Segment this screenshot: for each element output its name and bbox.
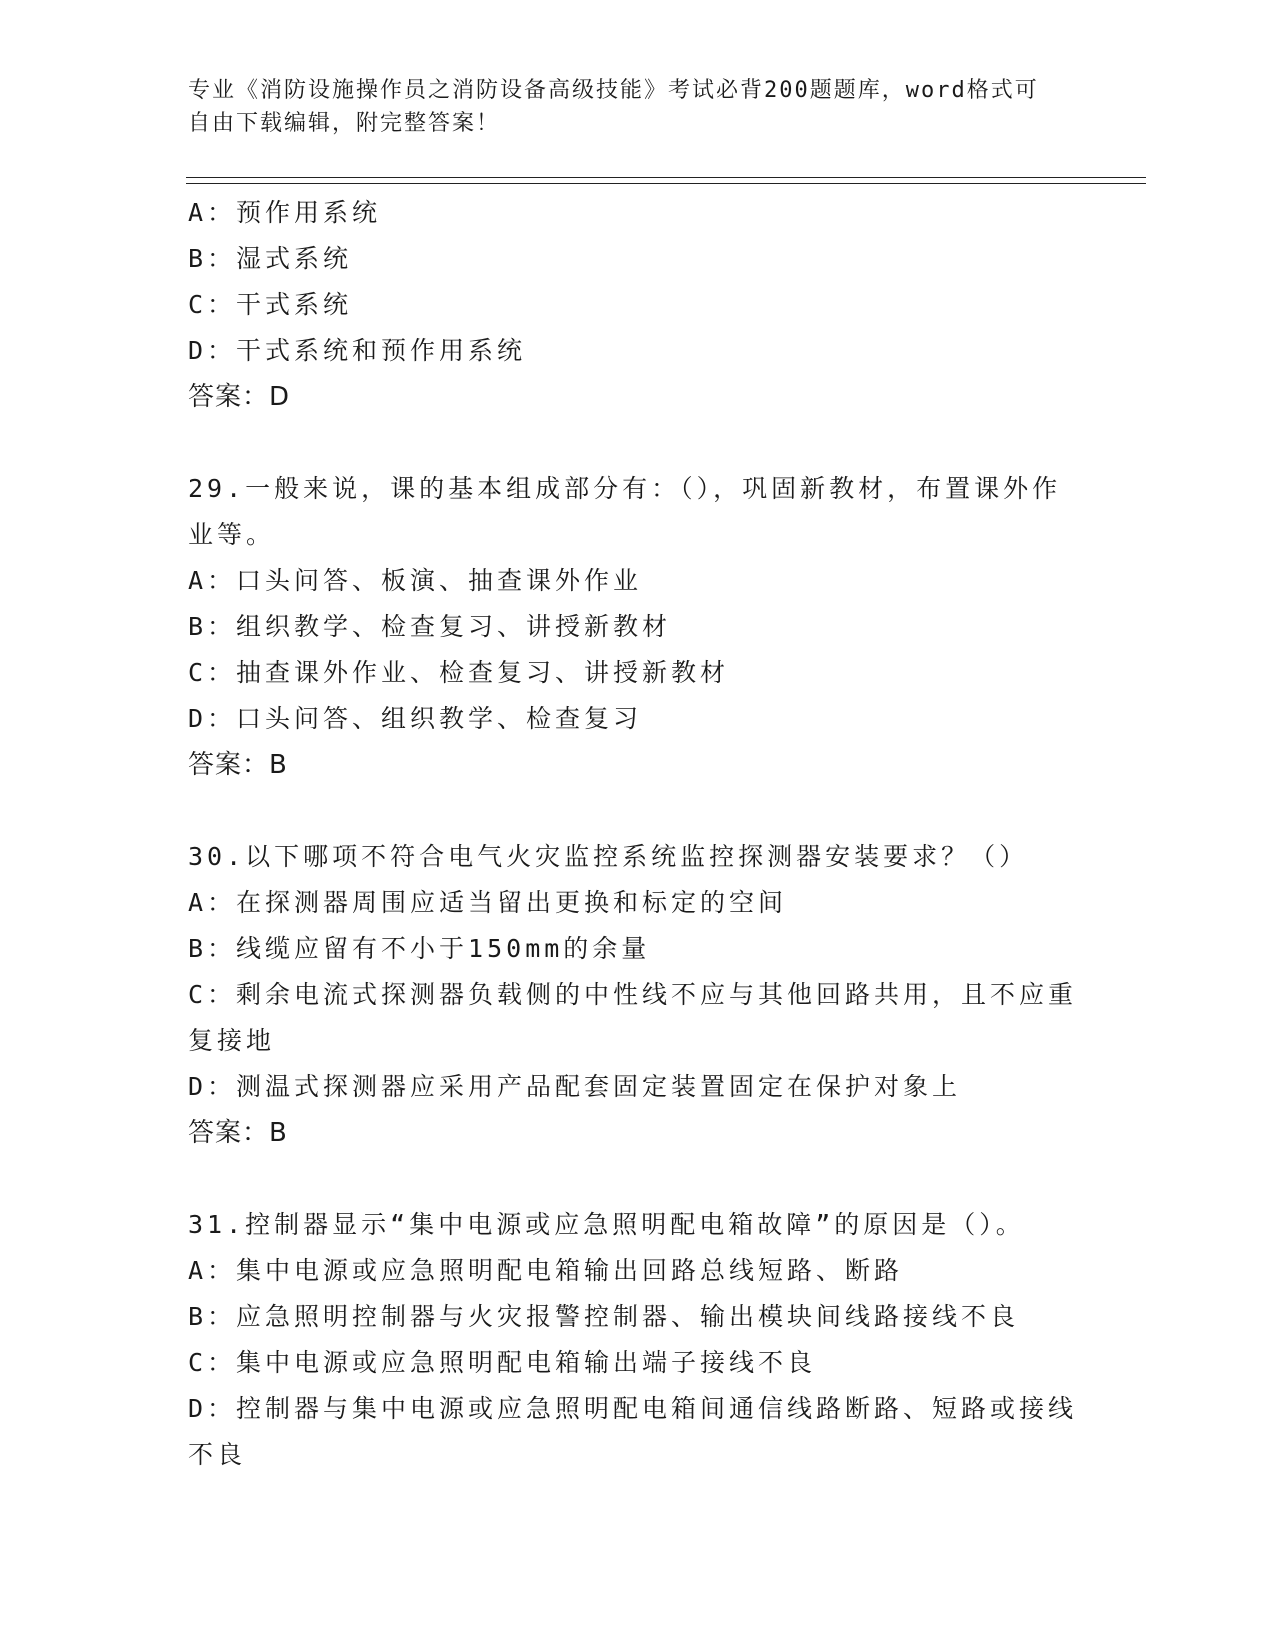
option-c: C：集中电源或应急照明配电箱输出端子接线不良 [188, 1348, 817, 1377]
option-a: A：在探测器周围应适当留出更换和标定的空间 [188, 888, 788, 917]
question-text: 30.以下哪项不符合电气火灾监控系统监控探测器安装要求？（） [188, 842, 1029, 871]
option-d: D：干式系统和预作用系统 [188, 336, 527, 365]
document-header [188, 74, 1078, 140]
option-d: D：控制器与集中电源或应急照明配电箱间通信线路断路、短路或接线 [188, 1394, 1078, 1423]
spacer [188, 1156, 1078, 1202]
header-divider-bottom [186, 183, 1146, 184]
question-31-block [188, 1202, 1078, 1478]
header-line-2: 自由下载编辑，附完整答案！ [188, 111, 501, 136]
question-text: 31.控制器显示“集中电源或应急照明配电箱故障”的原因是（）。 [188, 1210, 1025, 1239]
question-text: 29.一般来说，课的基本组成部分有：（），巩固新教材，布置课外作 [188, 474, 1062, 503]
option-d: D：测温式探测器应采用产品配套固定装置固定在保护对象上 [188, 1072, 962, 1101]
question-text-continued: 业等。 [188, 520, 276, 549]
question-29-block [188, 466, 1078, 788]
option-a: A：口头问答、板演、抽查课外作业 [188, 566, 643, 595]
option-c: C：干式系统 [188, 290, 353, 319]
option-c: C：剩余电流式探测器负载侧的中性线不应与其他回路共用，且不应重 [188, 980, 1078, 1009]
option-c: C：抽查课外作业、检查复习、讲授新教材 [188, 658, 730, 687]
spacer [188, 788, 1078, 834]
option-d: D：口头问答、组织教学、检查复习 [188, 704, 643, 733]
option-c-continued: 复接地 [188, 1026, 276, 1055]
question-content [188, 190, 1078, 1478]
answer-text: 答案：B [188, 750, 288, 780]
answer-text: 答案：B [188, 1118, 288, 1148]
spacer [188, 420, 1078, 466]
header-line-1: 专业《消防设施操作员之消防设备高级技能》考试必背200题题库，word格式可 [188, 78, 1039, 103]
question-28-block [188, 190, 1078, 420]
option-b: B：应急照明控制器与火灾报警控制器、输出模块间线路接线不良 [188, 1302, 1020, 1331]
option-b: B：线缆应留有不小于150mm的余量 [188, 934, 651, 963]
answer-text: 答案：D [188, 382, 291, 412]
option-a: A：集中电源或应急照明配电箱输出回路总线短路、断路 [188, 1256, 904, 1285]
header-divider-top [186, 177, 1146, 178]
option-b: B：组织教学、检查复习、讲授新教材 [188, 612, 672, 641]
option-b: B：湿式系统 [188, 244, 353, 273]
question-30-block [188, 834, 1078, 1156]
option-a: A：预作用系统 [188, 198, 382, 227]
option-d-continued: 不良 [188, 1440, 247, 1469]
